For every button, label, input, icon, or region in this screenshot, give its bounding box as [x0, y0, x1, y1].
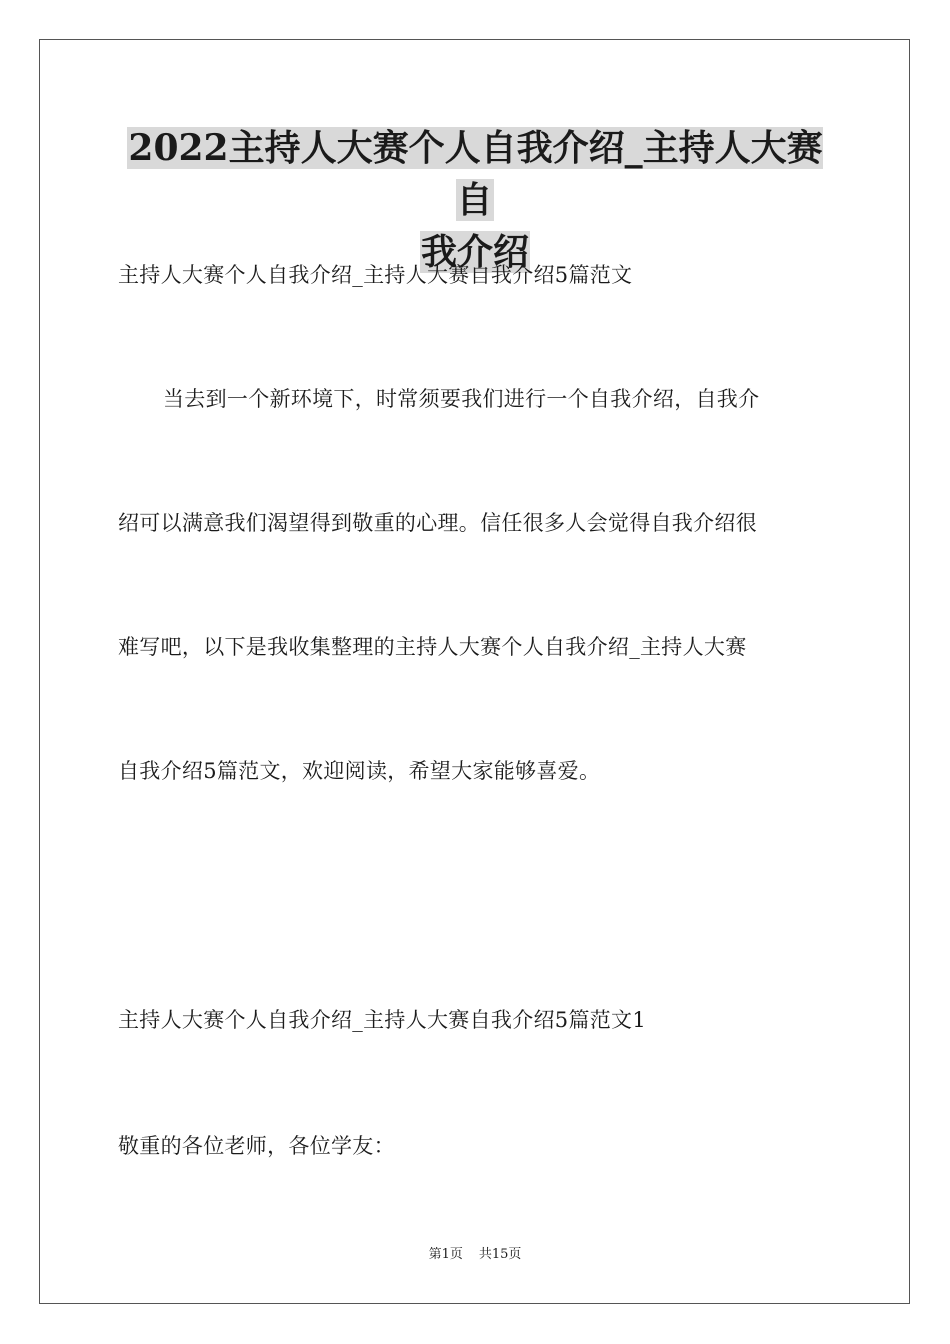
page-footer: [0, 1246, 950, 1264]
document-title: [110, 122, 840, 278]
greeting: 敬重的各位老师，各位学友：: [118, 1134, 395, 1158]
title-line-2: 我介绍: [420, 231, 529, 273]
intro-line-3: 难写吧，以下是我收集整理的主持人大赛个人自我介绍_主持人大赛: [118, 635, 747, 659]
subtitle: 主持人大赛个人自我介绍_主持人大赛自我介绍5篇范文: [118, 263, 633, 287]
section-heading: 主持人大赛个人自我介绍_主持人大赛自我介绍5篇范文1: [118, 1008, 647, 1032]
page-total: 共15页: [478, 1247, 522, 1262]
intro-line-2: 绍可以满意我们渴望得到敬重的心理。信任很多人会觉得自我介绍很: [118, 511, 757, 535]
intro-line-1: 当去到一个新环境下，时常须要我们进行一个自我介绍，自我介: [163, 387, 760, 411]
intro-line-4: 自我介绍5篇范文，欢迎阅读，希望大家能够喜爱。: [118, 759, 601, 783]
title-line-1: 2022主持人大赛个人自我介绍_主持人大赛自: [128, 127, 823, 221]
page-current: 第1页: [428, 1247, 463, 1262]
